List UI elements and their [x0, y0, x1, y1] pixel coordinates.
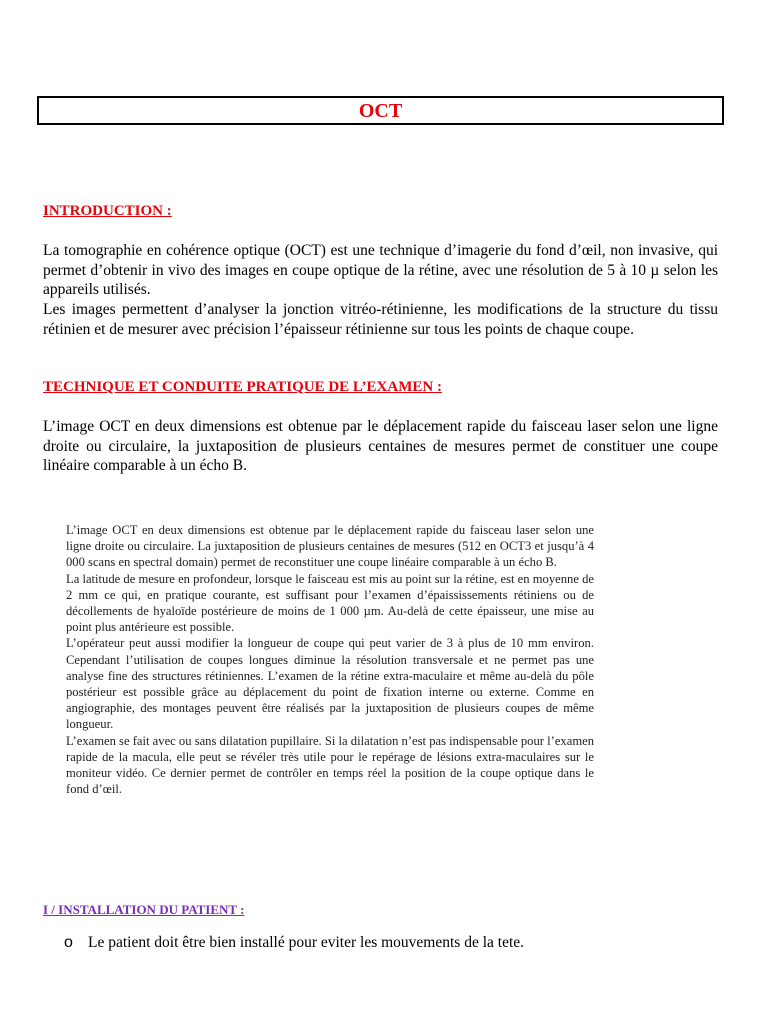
scanned-paragraph-3: L’opérateur peut aussi modifier la longueur de coupe qui peut varier de 3 à plus de 10 mm environ. Cependant l’utilisation de coupes longues diminue la résolution transversale et ne permet pas une analyse fine des structures rétiniennes. L’examen de la rétine extra-maculaire et même au-delà du pôle postérieur est possible grâce au déplacement du point de fixation interne ou externe. Comme en angiographie, des montages peuvent être réalisés par la juxtaposition de plusieurs coupes de même longueur.	[66, 636, 594, 732]
scanned-paragraph-1: L’image OCT en deux dimensions est obtenue par le déplacement rapide du faisceau laser selon une ligne droite ou circulaire. La juxtaposition de plusieurs centaines de mesures (512 en OCT3 et jusqu’à 4 000 scans en spectral domain) permet de reconstituer une coupe linéaire comparable à un écho B.	[66, 523, 594, 570]
introduction-heading: INTRODUCTION :	[43, 203, 172, 219]
title-box	[37, 96, 724, 125]
technique-paragraph: L’image OCT en deux dimensions est obtenue par le déplacement rapide du faisceau laser selon une ligne droite ou circulaire, la juxtaposition de plusieurs centaines de mesures permet de constituer une coupe linéaire comparable à un écho B.	[43, 418, 718, 474]
introduction-paragraph-1: La tomographie en cohérence optique (OCT) est une technique d’imagerie du fond d’œil, non invasive, qui permet d’obtenir in vivo des images en coupe optique de la rétine, avec une résolution de 5 à 10 µ selon les appareils utilisés.	[43, 242, 718, 298]
document-title: OCT	[358, 100, 403, 122]
scanned-paragraph-4: L’examen se fait avec ou sans dilatation pupillaire. Si la dilatation n’est pas indispensable pour l’examen rapide de la macula, elle peut se révéler très utile pour le repérage de lésions extra-maculaires sur le moniteur vidéo. Ce dernier permet de contrôler en temps réel la position de la coupe optique dans le fond d’œil.	[66, 733, 594, 797]
installation-heading: I / INSTALLATION DU PATIENT :	[43, 902, 245, 917]
technique-heading: TECHNIQUE ET CONDUITE PRATIQUE DE L’EXAMEN :	[43, 379, 442, 395]
bullet-text: Le patient doit être bien installé pour eviter les mouvements de la tete.	[88, 934, 525, 951]
scanned-text-image	[66, 522, 594, 880]
introduction-paragraph-2: Les images permettent d’analyser la jonction vitréo-rétinienne, les modifications de la structure du tissu rétinien et de mesurer avec précision l’épaisseur rétinienne sur tous les points de chaque coupe.	[43, 301, 718, 338]
list-item	[64, 934, 524, 952]
bullet-marker: o	[64, 934, 73, 951]
scanned-paragraph-2: La latitude de mesure en profondeur, lorsque le faisceau est mis au point sur la rétine, est en moyenne de 2 mm ce qui, en pratique courante, est suffisant pour l’examen d’épaississements rétiniens ou de décollements de hyaloïde postérieure de moins de 1 000 µm. Au-delà de cette épaisseur, une mise au point plus antérieure est possible.	[66, 571, 594, 635]
